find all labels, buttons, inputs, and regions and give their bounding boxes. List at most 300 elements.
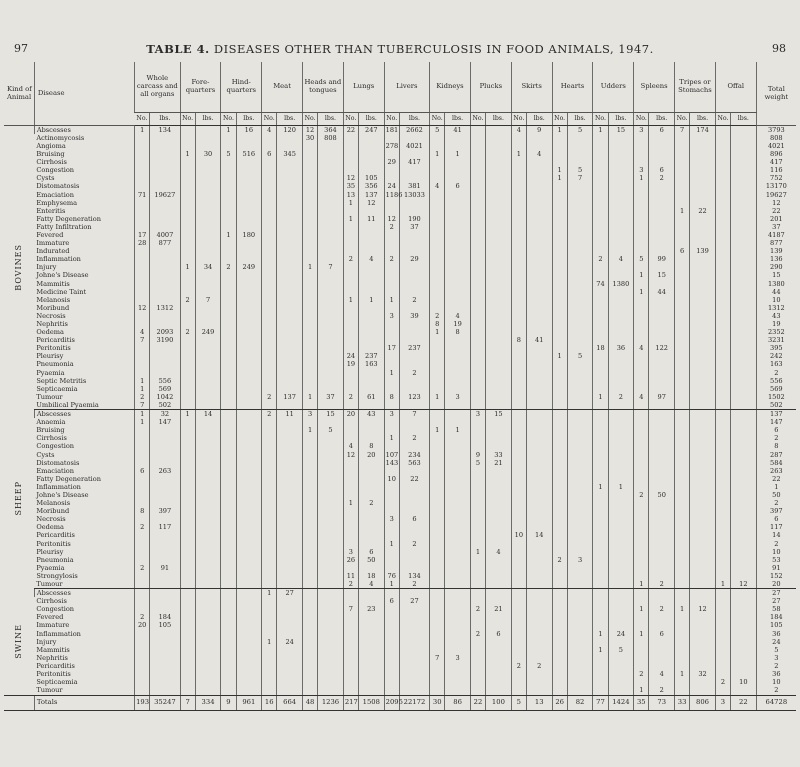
value-cell <box>180 556 195 564</box>
value-cell <box>445 272 471 280</box>
header-group: Whole carcass and all organs <box>135 62 180 113</box>
value-cell <box>690 532 716 540</box>
value-cell <box>135 223 150 231</box>
value-cell <box>195 353 221 361</box>
value-cell <box>526 580 552 589</box>
value-cell <box>715 475 730 483</box>
value-cell <box>318 239 344 247</box>
value-cell: 22 <box>756 475 796 483</box>
value-cell <box>430 247 445 255</box>
value-cell <box>135 646 150 654</box>
value-cell <box>430 606 445 614</box>
value-cell: 12 <box>384 215 399 223</box>
value-cell <box>675 369 690 377</box>
value-cell <box>262 451 277 459</box>
value-cell <box>180 247 195 255</box>
value-cell <box>430 459 445 467</box>
value-cell: 2 <box>180 328 195 336</box>
value-cell: 381 <box>399 183 429 191</box>
value-cell <box>634 150 649 158</box>
value-cell <box>608 272 634 280</box>
value-cell: 97 <box>649 393 675 401</box>
header-no: No. <box>675 113 690 126</box>
value-cell <box>608 223 634 231</box>
value-cell: 896 <box>756 150 796 158</box>
table-row <box>4 377 796 385</box>
value-cell <box>445 572 471 580</box>
value-cell <box>277 614 303 622</box>
value-cell <box>343 288 358 296</box>
header-no: No. <box>302 113 317 126</box>
value-cell <box>649 654 675 662</box>
disease-name: Tumour <box>34 580 134 589</box>
value-cell <box>593 654 608 662</box>
value-cell <box>649 564 675 572</box>
value-cell: 8 <box>384 393 399 401</box>
value-cell <box>715 207 730 215</box>
value-cell: 44 <box>756 288 796 296</box>
value-cell: 137 <box>358 191 384 199</box>
value-cell <box>608 142 634 150</box>
value-cell <box>649 524 675 532</box>
value-cell <box>236 580 262 589</box>
value-cell <box>634 564 649 572</box>
value-cell: 1 <box>593 483 608 491</box>
disease-name: Moribund <box>36 303 70 312</box>
value-cell: 33 <box>486 451 512 459</box>
value-cell <box>384 646 399 654</box>
value-cell <box>430 296 445 304</box>
value-cell <box>445 467 471 475</box>
value-cell <box>445 580 471 589</box>
value-cell <box>526 638 552 646</box>
value-cell <box>690 296 716 304</box>
value-cell <box>511 166 526 174</box>
value-cell <box>593 377 608 385</box>
header-no: No. <box>384 113 399 126</box>
value-cell: 24 <box>343 353 358 361</box>
value-cell <box>318 320 344 328</box>
value-cell <box>135 435 150 443</box>
value-cell <box>634 638 649 646</box>
value-cell <box>262 516 277 524</box>
value-cell <box>358 670 384 678</box>
value-cell: 808 <box>756 134 796 142</box>
value-cell <box>690 459 716 467</box>
value-cell: 3190 <box>150 336 180 344</box>
value-cell <box>302 239 317 247</box>
value-cell <box>608 288 634 296</box>
value-cell <box>221 280 236 288</box>
value-cell <box>302 443 317 451</box>
value-cell <box>277 426 303 434</box>
value-cell <box>221 516 236 524</box>
value-cell <box>150 556 180 564</box>
value-cell: 3 <box>445 393 471 401</box>
value-cell <box>302 385 317 393</box>
animal-label: SWINE <box>13 623 23 659</box>
value-cell <box>567 426 593 434</box>
value-cell <box>526 491 552 499</box>
value-cell <box>399 524 429 532</box>
value-cell <box>731 231 757 239</box>
value-cell <box>277 320 303 328</box>
value-cell <box>649 467 675 475</box>
value-cell: 7 <box>675 126 690 135</box>
value-cell <box>511 239 526 247</box>
value-cell <box>690 410 716 419</box>
value-cell <box>567 548 593 556</box>
value-cell <box>731 377 757 385</box>
value-cell <box>236 572 262 580</box>
table-row <box>4 231 796 239</box>
value-cell <box>634 304 649 312</box>
value-cell: 2 <box>221 264 236 272</box>
value-cell <box>526 175 552 183</box>
value-cell <box>277 491 303 499</box>
value-cell <box>470 150 485 158</box>
value-cell <box>731 459 757 467</box>
value-cell <box>486 572 512 580</box>
disease-name: Johne's Disease <box>36 271 89 280</box>
value-cell: 1 <box>384 369 399 377</box>
value-cell <box>277 686 303 695</box>
header-lbs: lbs. <box>731 113 757 126</box>
value-cell <box>690 336 716 344</box>
value-cell: 184 <box>150 614 180 622</box>
value-cell <box>221 393 236 401</box>
value-cell <box>445 630 471 638</box>
value-cell: 5 <box>567 126 593 135</box>
value-cell <box>608 134 634 142</box>
value-cell <box>150 686 180 695</box>
value-cell <box>715 532 730 540</box>
value-cell <box>634 280 649 288</box>
value-cell: 6 <box>649 166 675 174</box>
value-cell <box>486 670 512 678</box>
value-cell <box>358 264 384 272</box>
value-cell: 12 <box>756 199 796 207</box>
value-cell <box>634 499 649 507</box>
value-cell <box>593 678 608 686</box>
value-cell <box>552 272 567 280</box>
value-cell <box>262 580 277 589</box>
value-cell <box>731 175 757 183</box>
value-cell <box>277 199 303 207</box>
value-cell: 2 <box>135 524 150 532</box>
value-cell: 1380 <box>608 280 634 288</box>
value-cell <box>486 320 512 328</box>
value-cell: 502 <box>756 401 796 410</box>
value-cell: 1 <box>430 150 445 158</box>
value-cell <box>552 393 567 401</box>
value-cell: 27 <box>399 597 429 605</box>
value-cell <box>608 662 634 670</box>
value-cell <box>715 231 730 239</box>
value-cell: 122 <box>649 345 675 353</box>
value-cell <box>277 175 303 183</box>
value-cell <box>567 589 593 598</box>
value-cell <box>221 532 236 540</box>
disease-name: Cysts <box>36 174 55 183</box>
value-cell <box>236 134 262 142</box>
value-cell <box>343 678 358 686</box>
value-cell <box>552 662 567 670</box>
value-cell: 2 <box>262 410 277 419</box>
total-cell: 48 <box>302 695 317 710</box>
value-cell <box>277 678 303 686</box>
value-cell <box>675 158 690 166</box>
value-cell <box>690 646 716 654</box>
value-cell <box>526 312 552 320</box>
disease-name: Necrosis <box>36 515 66 524</box>
value-cell <box>384 532 399 540</box>
value-cell <box>511 548 526 556</box>
value-cell <box>302 556 317 564</box>
value-cell <box>526 597 552 605</box>
value-cell <box>150 158 180 166</box>
value-cell <box>399 564 429 572</box>
value-cell <box>221 215 236 223</box>
value-cell: 8 <box>135 507 150 515</box>
value-cell <box>399 678 429 686</box>
disease-name: Tumour <box>36 392 63 401</box>
value-cell <box>195 467 221 475</box>
value-cell <box>384 288 399 296</box>
value-cell: 41 <box>526 336 552 344</box>
value-cell <box>180 191 195 199</box>
value-cell <box>195 532 221 540</box>
value-cell <box>236 483 262 491</box>
value-cell <box>236 247 262 255</box>
value-cell <box>526 564 552 572</box>
value-cell <box>150 459 180 467</box>
value-cell <box>302 646 317 654</box>
value-cell <box>675 646 690 654</box>
value-cell <box>430 288 445 296</box>
value-cell <box>384 199 399 207</box>
value-cell <box>384 385 399 393</box>
table-row <box>4 662 796 670</box>
value-cell <box>486 199 512 207</box>
value-cell <box>221 614 236 622</box>
value-cell <box>649 556 675 564</box>
value-cell <box>221 443 236 451</box>
value-cell <box>195 304 221 312</box>
value-cell <box>675 280 690 288</box>
value-cell <box>486 532 512 540</box>
header-no: No. <box>262 113 277 126</box>
value-cell <box>715 418 730 426</box>
value-cell <box>236 451 262 459</box>
value-cell <box>634 377 649 385</box>
value-cell <box>649 459 675 467</box>
value-cell <box>430 353 445 361</box>
value-cell <box>302 507 317 515</box>
value-cell <box>262 296 277 304</box>
value-cell <box>318 312 344 320</box>
value-cell <box>262 134 277 142</box>
value-cell: 249 <box>236 264 262 272</box>
value-cell: 569 <box>756 385 796 393</box>
value-cell <box>690 328 716 336</box>
value-cell: 137 <box>756 410 796 419</box>
value-cell <box>399 134 429 142</box>
value-cell <box>180 158 195 166</box>
value-cell: 139 <box>690 247 716 255</box>
value-cell <box>567 247 593 255</box>
value-cell <box>486 191 512 199</box>
value-cell <box>302 491 317 499</box>
table-row <box>4 393 796 401</box>
value-cell <box>195 247 221 255</box>
value-cell <box>470 280 485 288</box>
value-cell <box>302 304 317 312</box>
value-cell <box>690 158 716 166</box>
value-cell <box>384 328 399 336</box>
value-cell <box>384 280 399 288</box>
value-cell <box>150 540 180 548</box>
value-cell <box>526 183 552 191</box>
value-cell <box>221 622 236 630</box>
value-cell <box>384 654 399 662</box>
value-cell <box>277 507 303 515</box>
total-cell: 26 <box>552 695 567 710</box>
value-cell: 1186 <box>385 190 403 199</box>
value-cell <box>302 296 317 304</box>
value-cell <box>731 385 757 393</box>
value-cell: 2 <box>756 499 796 507</box>
value-cell <box>634 385 649 393</box>
value-cell <box>608 548 634 556</box>
value-cell: 24 <box>756 638 796 646</box>
value-cell <box>715 614 730 622</box>
table-row <box>4 320 796 328</box>
value-cell <box>445 401 471 410</box>
value-cell <box>343 686 358 695</box>
value-cell <box>511 304 526 312</box>
table-row <box>4 686 796 695</box>
value-cell <box>690 393 716 401</box>
value-cell <box>221 662 236 670</box>
value-cell: 139 <box>756 247 796 255</box>
value-cell: 5 <box>756 646 796 654</box>
value-cell <box>399 483 429 491</box>
value-cell <box>486 426 512 434</box>
value-cell <box>318 654 344 662</box>
value-cell <box>318 207 344 215</box>
disease-name: Enteritis <box>36 206 66 215</box>
value-cell: 43 <box>358 410 384 419</box>
value-cell <box>180 597 195 605</box>
value-cell <box>180 426 195 434</box>
value-cell <box>634 426 649 434</box>
value-cell: 6 <box>262 150 277 158</box>
value-cell <box>511 410 526 419</box>
value-cell <box>302 183 317 191</box>
value-cell <box>526 199 552 207</box>
value-cell <box>180 199 195 207</box>
value-cell: 1 <box>634 288 649 296</box>
value-cell <box>526 467 552 475</box>
value-cell <box>731 483 757 491</box>
value-cell <box>343 426 358 434</box>
value-cell <box>302 499 317 507</box>
value-cell <box>195 435 221 443</box>
value-cell <box>445 361 471 369</box>
value-cell <box>277 336 303 344</box>
value-cell <box>511 345 526 353</box>
disease-name: Septic Metritis <box>36 376 87 385</box>
table-row <box>4 556 796 564</box>
value-cell <box>277 540 303 548</box>
value-cell <box>608 377 634 385</box>
value-cell <box>180 499 195 507</box>
value-cell: 2 <box>634 670 649 678</box>
value-cell <box>470 336 485 344</box>
value-cell <box>608 451 634 459</box>
value-cell <box>262 622 277 630</box>
value-cell <box>649 418 675 426</box>
value-cell <box>358 638 384 646</box>
value-cell <box>221 166 236 174</box>
value-cell <box>135 426 150 434</box>
value-cell <box>384 606 399 614</box>
value-cell <box>567 467 593 475</box>
value-cell <box>135 215 150 223</box>
value-cell <box>486 207 512 215</box>
value-cell <box>634 369 649 377</box>
value-cell <box>236 385 262 393</box>
value-cell: 35 <box>343 183 358 191</box>
value-cell <box>343 280 358 288</box>
value-cell <box>715 410 730 419</box>
value-cell <box>180 223 195 231</box>
value-cell <box>343 670 358 678</box>
value-cell: 2 <box>511 662 526 670</box>
disease-name: Abscesses <box>34 126 134 135</box>
value-cell: 5 <box>430 126 445 135</box>
value-cell <box>180 507 195 515</box>
disease-name: Fatty Degeneration <box>36 214 102 223</box>
disease-name: Nephritis <box>36 653 68 662</box>
value-cell <box>302 451 317 459</box>
value-cell <box>634 231 649 239</box>
value-cell <box>302 678 317 686</box>
value-cell: 117 <box>756 524 796 532</box>
value-cell <box>277 312 303 320</box>
value-cell <box>649 646 675 654</box>
value-cell <box>690 483 716 491</box>
value-cell <box>675 353 690 361</box>
value-cell <box>195 622 221 630</box>
value-cell <box>675 467 690 475</box>
value-cell <box>486 150 512 158</box>
value-cell <box>715 443 730 451</box>
value-cell: 6 <box>756 516 796 524</box>
value-cell <box>277 280 303 288</box>
table-row <box>4 199 796 207</box>
header-no: No. <box>715 113 730 126</box>
value-cell <box>135 369 150 377</box>
value-cell <box>135 451 150 459</box>
value-cell <box>399 532 429 540</box>
value-cell <box>135 572 150 580</box>
value-cell <box>343 622 358 630</box>
value-cell <box>180 166 195 174</box>
value-cell <box>150 288 180 296</box>
value-cell <box>593 328 608 336</box>
